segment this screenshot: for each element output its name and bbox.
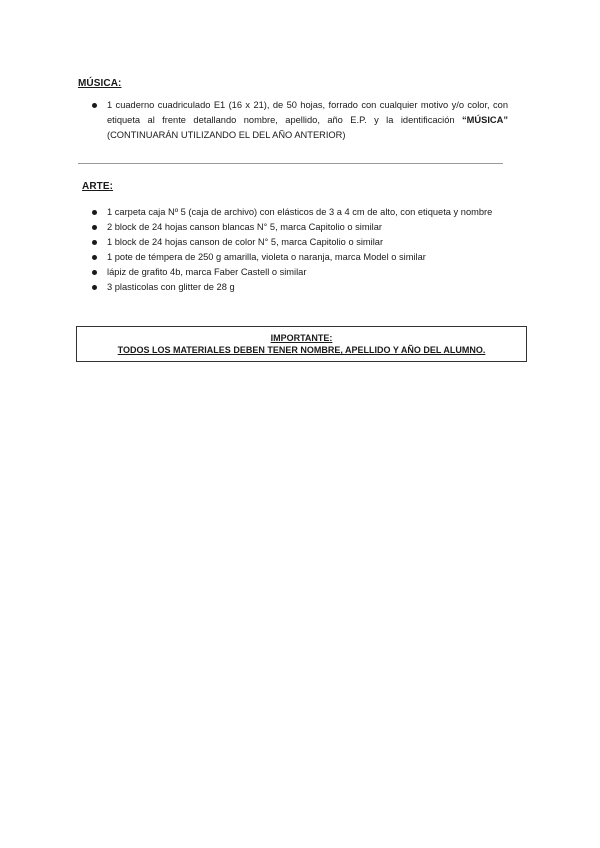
arte-list <box>90 205 510 295</box>
notice-text: TODOS LOS MATERIALES DEBEN TENER NOMBRE, APELLIDO Y AÑO DEL ALUMNO. <box>117 345 486 355</box>
item-text: 1 cuaderno cuadriculado E1 (16 x 21), de 50 hojas, forrado con cualquier motivo y/o color, con etiqueta al frente detallando nombre, apellido, año E.P. y la identificación <box>107 100 508 125</box>
notice-title: IMPORTANTE: <box>270 333 333 343</box>
section-heading-arte: ARTE: <box>82 181 114 192</box>
item-text-after: (CONTINUARÁN UTILIZANDO EL DEL AÑO ANTERIOR) <box>107 130 346 140</box>
list-item: 1 block de 24 hojas canson de color N° 5, marca Capitolio o similar <box>90 235 510 250</box>
list-item: 3 plasticolas con glitter de 28 g <box>90 280 510 295</box>
section-heading-musica: MÚSICA: <box>78 78 122 89</box>
item-bold-label: “MÚSICA” <box>462 115 508 125</box>
musica-list <box>90 98 508 143</box>
list-item <box>90 98 508 143</box>
section-divider <box>78 163 503 164</box>
list-item: 1 carpeta caja Nº 5 (caja de archivo) con elásticos de 3 a 4 cm de alto, con etiqueta y nombre <box>90 205 510 220</box>
important-notice-box <box>76 326 527 362</box>
list-item: 1 pote de témpera de 250 g amarilla, violeta o naranja, marca Model o similar <box>90 250 510 265</box>
list-item: lápiz de grafito 4b, marca Faber Castell o similar <box>90 265 510 280</box>
list-item: 2 block de 24 hojas canson blancas N° 5, marca Capitolio o similar <box>90 220 510 235</box>
